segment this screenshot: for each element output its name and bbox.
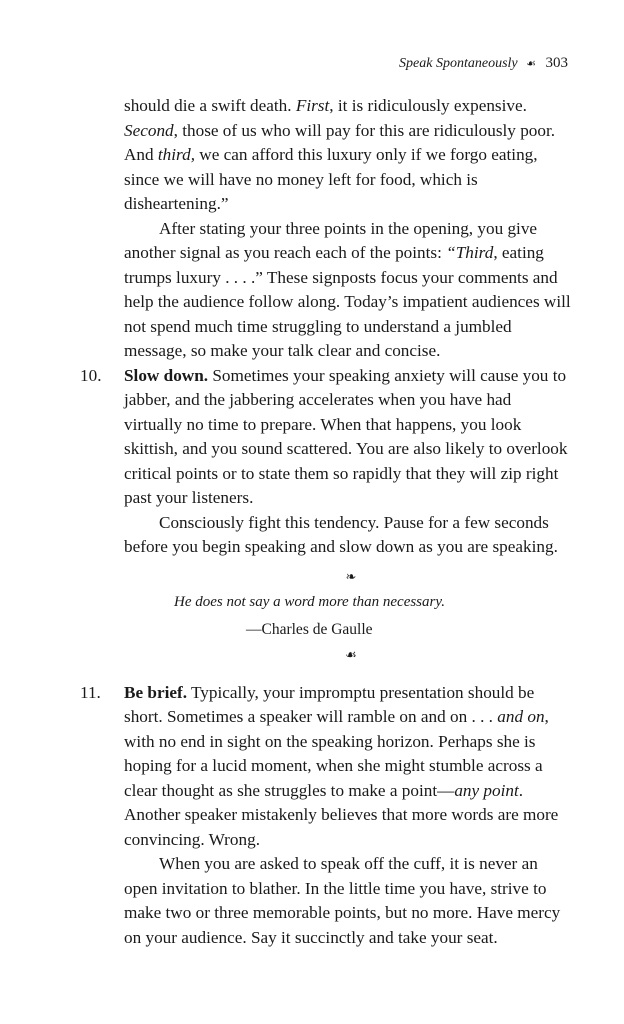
text-run: , eating trumps luxury . . . .” These signposts focus your comments and help the audience follow along. Today’s impatient audiences will not spend much time struggling to understand a jumbled message, so make your talk clear and concise. — [124, 243, 571, 360]
emphasis-third-quote: “Third — [446, 243, 494, 262]
item-paragraph — [124, 681, 572, 853]
item-heading: Be brief. — [124, 682, 188, 702]
item-paragraph: When you are asked to speak off the cuff, it is never an open invitation to blather. In the little time you have, strive to make two or three memorable points, but no more. Have mercy on your audience. Say it succinctly and take your seat. — [124, 854, 561, 947]
text-run: , with no end in sight on the speaking horizon. Perhaps she is hoping for a lucid moment, when she might stumble across a clear thought as she struggles to make a point— — [124, 707, 549, 800]
emphasis-second: Second — [124, 120, 174, 140]
emphasis-and-on: and on — [497, 707, 545, 726]
text-run: Typically, your impromptu presentation should be short. Sometimes a speaker will ramble on and on . . . — [124, 682, 535, 726]
text-run: , those of us who will pay for this are ridiculously poor. And — [124, 120, 556, 164]
text-run: Sometimes your speaking anxiety will cause you to jabber, and the jabbering accelerates when you have had virtually no time to prepare. When that happens, you look skittish, and you sound scattered. You are also likely to overlook critical points or to state them so rapidly that they will zip right past your listeners. — [124, 365, 568, 507]
item-paragraph: Consciously fight this tendency. Pause for a few seconds before you begin speaking and slow down as you are speaking. — [124, 512, 558, 556]
fleuron-icon: ❧ — [345, 568, 357, 584]
running-header — [399, 54, 568, 73]
text-run: should die a swift death. — [124, 96, 296, 115]
list-item-10 — [78, 364, 572, 560]
continued-paragraph — [78, 94, 572, 217]
text-run: After stating your three points in the opening, you give another signal as you reach each of the points: — [124, 218, 538, 262]
epigraph-attribution: —Charles de Gaulle — [246, 620, 373, 638]
item-number: 10. — [80, 365, 102, 385]
emphasis-third: third, — [157, 145, 195, 164]
item-number: 11. — [80, 682, 101, 702]
list-item-11 — [78, 681, 572, 951]
running-title: Speak Spontaneously — [399, 56, 518, 71]
page-body — [78, 94, 572, 950]
item-heading: Slow down. — [124, 365, 209, 385]
emphasis-first: First — [295, 96, 330, 115]
page-number: 303 — [545, 55, 568, 71]
emphasis-any-point: any point — [454, 780, 519, 800]
item-paragraph — [124, 364, 572, 511]
header-ornament-icon: ☙ — [526, 58, 536, 70]
text-run: . Another speaker mistakenly believes that more words are more convincing. Wrong. — [124, 780, 559, 849]
signposts-paragraph — [78, 217, 572, 364]
epigraph-quote: He does not say a word more than necessary. — [174, 593, 445, 610]
text-run: we can afford this luxury only if we forgo eating, since we will have no money left for food, which is disheartening.” — [124, 145, 538, 213]
text-run: , it is ridiculously expensive. — [329, 96, 527, 115]
fleuron-icon: ☙ — [345, 646, 357, 662]
